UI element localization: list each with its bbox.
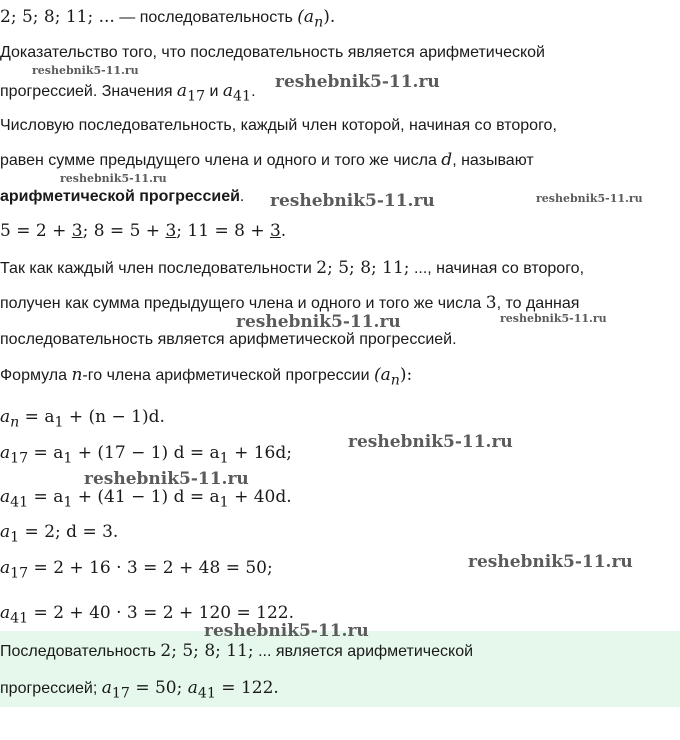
- intro-line: [0, 6, 335, 33]
- watermark: reshebnik5-11.ru: [536, 192, 643, 205]
- watermark: reshebnik5-11.ru: [275, 72, 440, 92]
- watermark: reshebnik5-11.ru: [500, 312, 607, 325]
- calc-a17: $a_{17} = 2 + 16 \cdot 3 = 2 + 48 = 50$;: [0, 558, 273, 582]
- watermark: reshebnik5-11.ru: [270, 191, 435, 211]
- definition-term: арифметической прогрессией: [0, 188, 240, 205]
- watermark: reshebnik5-11.ru: [60, 172, 167, 185]
- answer-line-2: прогрессией; $a_{17} = 50$; $a_{41} = 122$.: [0, 678, 279, 702]
- watermark: reshebnik5-11.ru: [84, 469, 249, 489]
- formula-intro: Формула n-го члена арифметической прогрессии $(a_n)$:: [0, 365, 413, 389]
- watermark: reshebnik5-11.ru: [468, 552, 633, 572]
- reason-line-3: последовательность является арифметической прогрессией.: [0, 331, 457, 348]
- definition-term-line: арифметической прогрессией.: [0, 188, 245, 205]
- given-values: $a_1 = 2$; d = 3.: [0, 522, 119, 546]
- answer-line-1: Последовательность 2; 5; 8; 11; ... является арифметической: [0, 641, 474, 661]
- check-line: 5 = 2 + 3; 8 = 5 + 3; 11 = 8 + 3.: [0, 221, 287, 241]
- intro-dash: — последовательность: [114, 9, 298, 26]
- watermark: reshebnik5-11.ru: [236, 312, 401, 332]
- formula-a17: $a_{17} = a_1 + (17 - 1) d = a_1 + 16d$;: [0, 443, 292, 467]
- sequence-text: 2; 5; 8; 11; ...: [0, 7, 115, 27]
- definition-line-2: равен сумме предыдущего члена и одного и того же числа d, называют: [0, 150, 534, 170]
- watermark: reshebnik5-11.ru: [348, 432, 513, 452]
- formula-a41: $a_{41} = a_1 + (41 - 1) d = a_1 + 40d$.: [0, 487, 292, 511]
- reason-line-1: Так как каждый член последовательности 2; 5; 8; 11; ..., начиная со второго,: [0, 258, 585, 278]
- reason-line-2: получен как сумма предыдущего члена и одного и того же числа 3, то данная: [0, 293, 580, 313]
- task-line-1: Доказательство того, что последовательность является арифметической: [0, 44, 545, 61]
- watermark: reshebnik5-11.ru: [32, 64, 139, 77]
- watermark: reshebnik5-11.ru: [204, 621, 369, 641]
- definition-line-1: Числовую последовательность, каждый член которой, начиная со второго,: [0, 117, 557, 134]
- sequence-symbol: $(a_n)$.: [297, 7, 336, 31]
- calc-a41: $a_{41} = 2 + 40 \cdot 3 = 2 + 120 = 122$.: [0, 603, 295, 627]
- formula-general: $a_n = a_1 + (n - 1)d$.: [0, 407, 165, 431]
- task-line-2: прогрессией. Значения $a_{17}$ и $a_{41}$.: [0, 81, 256, 105]
